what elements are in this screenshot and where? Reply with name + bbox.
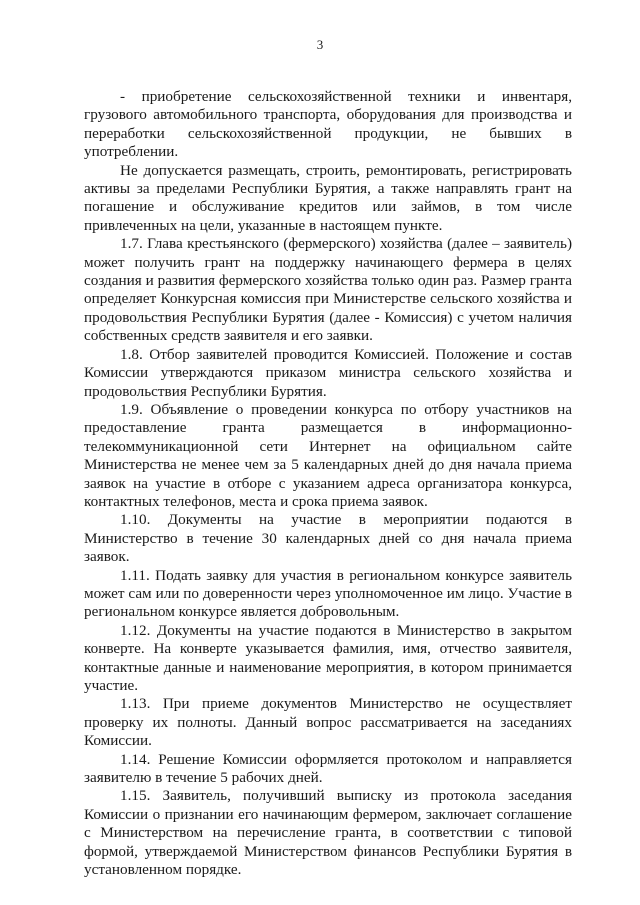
paragraph-1-11: 1.11. Подать заявку для участия в региональном конкурсе заявитель может сам или по доверенности через уполномоченное им лицо. Участие в региональном конкурсе является добровольным. — [84, 566, 572, 621]
paragraph-1-15: 1.15. Заявитель, получивший выписку из протокола заседания Комиссии о признании его начинающим фермером, заключает соглашение с Министерством на перечисление гранта, в соответствии с типовой формой, утверждаемой Министерством финансов Республики Бурятия в установленном порядке. — [84, 787, 572, 879]
paragraph-1-8: 1.8. Отбор заявителей проводится Комиссией. Положение и состав Комиссии утверждаются приказом министра сельского хозяйства и продовольствия Республики Бурятия. — [84, 345, 572, 400]
page-number: 3 — [316, 37, 324, 52]
paragraph-1-9: 1.9. Объявление о проведении конкурса по отбору участников на предоставление гранта размещается в информационно-телекоммуникационной сети Интернет на официальном сайте Министерства не менее чем за 5 календарных дней до дня начала приема заявок на участие в отборе с указанием адреса организатора конкурса, контактных телефонов, места и срока приема заявок. — [84, 400, 572, 510]
paragraph-1-7: 1.7. Глава крестьянского (фермерского) хозяйства (далее – заявитель) может получить грант на поддержку начинающего фермера в целях создания и развития фермерского хозяйства только один раз. Размер гранта определяет Конкурсная комиссия при Министерстве сельского хозяйства и продовольствия Республики Бурятия (далее - Комиссия) с учетом наличия собственных средств заявителя и его заявки. — [84, 235, 572, 345]
paragraph-1-12: 1.12. Документы на участие подаются в Министерство в закрытом конверте. На конверте указывается фамилия, имя, отчество заявителя, контактные данные и наименование мероприятия, в котором принимается участие. — [84, 621, 572, 694]
paragraph-restrictions: Не допускается размещать, строить, ремонтировать, регистрировать активы за пределами Республики Бурятия, а также направлять грант на погашение и обслуживание кредитов или займов, в том числе привлеченных на цели, указанные в настоящем пункте. — [84, 161, 572, 234]
paragraph-1-10: 1.10. Документы на участие в мероприятии подаются в Министерство в течение 30 календарных дней со дня начала приема заявок. — [84, 511, 572, 566]
paragraph-1-14: 1.14. Решение Комиссии оформляется протоколом и направляется заявителю в течение 5 рабочих дней. — [84, 750, 572, 787]
paragraph-1-13: 1.13. При приеме документов Министерство не осуществляет проверку их полноты. Данный вопрос рассматривается на заседаниях Комиссии. — [84, 695, 572, 750]
paragraph-equipment-purchase: - приобретение сельскохозяйственной техники и инвентаря, грузового автомобильного транспорта, оборудования для производства и переработки сельскохозяйственной продукции, не бывших в употреблении. — [84, 88, 572, 161]
document-body — [84, 88, 572, 879]
